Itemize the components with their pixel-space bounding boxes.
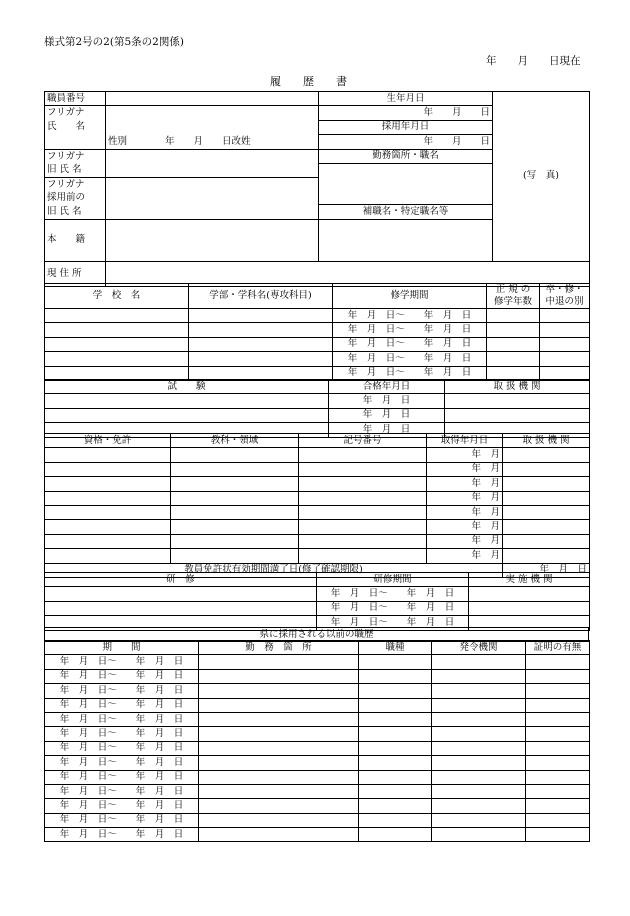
- career-proof-cell[interactable]: [526, 828, 590, 842]
- career-job-cell[interactable]: [359, 655, 432, 669]
- subject-cell[interactable]: [171, 462, 299, 476]
- school-name-cell[interactable]: [45, 309, 189, 323]
- career-issuer-cell[interactable]: [432, 756, 526, 770]
- table-row: [45, 505, 590, 519]
- career-proof-header: 証明の有無: [526, 641, 590, 655]
- furigana-pre-label: フリガナ: [45, 177, 106, 191]
- exam-agency-header: 取 扱 機 関: [445, 380, 590, 394]
- name-label: 氏 名: [45, 120, 106, 134]
- career-job-cell[interactable]: [359, 813, 432, 827]
- graduation-type-cell[interactable]: [540, 337, 590, 351]
- workplace-field[interactable]: [319, 163, 493, 204]
- study-period-cell[interactable]: 年 月 日～ 年 月 日: [333, 337, 487, 351]
- training-name-cell[interactable]: [45, 587, 317, 601]
- graduation-type-header-1: 卒・修・: [540, 284, 590, 297]
- training-table: [44, 572, 590, 631]
- license-cell[interactable]: [45, 520, 171, 534]
- license-agency-cell[interactable]: [503, 534, 590, 548]
- table-row: [45, 741, 590, 755]
- career-table: [44, 640, 590, 842]
- career-period-cell[interactable]: 年 月 日～ 年 月 日: [45, 799, 199, 813]
- career-issuer-cell[interactable]: [432, 684, 526, 698]
- acquired-date-cell[interactable]: 年 月: [427, 491, 503, 505]
- license-validity-date[interactable]: 年 月 日: [503, 563, 590, 577]
- table-row: [45, 770, 590, 784]
- study-period-header: 修学期間: [333, 284, 487, 309]
- table-row: [45, 828, 590, 842]
- birth-date-label: 生年月日: [319, 92, 493, 106]
- acquired-date-cell[interactable]: 年 月: [427, 534, 503, 548]
- license-number-cell[interactable]: [299, 477, 427, 491]
- table-row: [45, 727, 590, 741]
- school-name-cell[interactable]: [45, 337, 189, 351]
- table-row: [45, 756, 590, 770]
- career-proof-cell[interactable]: [526, 655, 590, 669]
- license-agency-header: 取 扱 機 関: [503, 434, 590, 448]
- career-workplace-cell[interactable]: [199, 813, 359, 827]
- form-number: 様式第2号の2(第5条の2関係): [44, 36, 184, 48]
- furigana-label: フリガナ: [45, 106, 106, 120]
- license-agency-cell[interactable]: [503, 491, 590, 505]
- school-name-header: 学 校 名: [45, 284, 189, 309]
- career-job-cell[interactable]: [359, 741, 432, 755]
- training-period-cell[interactable]: 年 月 日～ 年 月 日: [317, 616, 469, 630]
- career-proof-cell[interactable]: [526, 784, 590, 798]
- subject-cell[interactable]: [171, 477, 299, 491]
- career-issuer-cell[interactable]: [432, 727, 526, 741]
- license-table: [44, 433, 590, 578]
- sex-name-change[interactable]: 性別 年 月 日改姓: [106, 135, 319, 149]
- graduation-type-cell[interactable]: [540, 323, 590, 337]
- license-header: 資格・免許: [45, 434, 171, 448]
- subject-cell[interactable]: [171, 549, 299, 563]
- career-job-cell[interactable]: [359, 727, 432, 741]
- subject-cell[interactable]: [171, 534, 299, 548]
- career-period-cell[interactable]: 年 月 日～ 年 月 日: [45, 655, 199, 669]
- regular-years-cell[interactable]: [487, 352, 540, 366]
- career-period-cell[interactable]: 年 月 日～ 年 月 日: [45, 684, 199, 698]
- table-row: [45, 684, 590, 698]
- table-row: [45, 799, 590, 813]
- table-row: [45, 491, 590, 505]
- table-row: [45, 408, 590, 422]
- career-workplace-cell[interactable]: [199, 770, 359, 784]
- subject-cell[interactable]: [171, 520, 299, 534]
- career-period-header: 期 間: [45, 641, 199, 655]
- faculty-cell[interactable]: [189, 352, 333, 366]
- career-proof-cell[interactable]: [526, 727, 590, 741]
- career-period-cell[interactable]: 年 月 日～ 年 月 日: [45, 813, 199, 827]
- career-job-cell[interactable]: [359, 784, 432, 798]
- license-agency-cell[interactable]: [503, 462, 590, 476]
- career-proof-cell[interactable]: [526, 684, 590, 698]
- license-number-cell[interactable]: [299, 520, 427, 534]
- school-name-cell[interactable]: [45, 323, 189, 337]
- career-job-header: 職種: [359, 641, 432, 655]
- birth-date-value[interactable]: 年 月 日: [319, 106, 493, 120]
- table-row: [45, 698, 590, 712]
- career-title: 県に採用される以前の職歴: [45, 628, 589, 642]
- career-period-cell[interactable]: 年 月 日～ 年 月 日: [45, 770, 199, 784]
- career-workplace-cell[interactable]: [199, 655, 359, 669]
- form-title: 履 歴 書: [270, 75, 347, 88]
- career-proof-cell[interactable]: [526, 712, 590, 726]
- study-period-cell[interactable]: 年 月 日～ 年 月 日: [333, 323, 487, 337]
- address-label: 現 住 所: [45, 261, 106, 286]
- career-period-cell[interactable]: 年 月 日～ 年 月 日: [45, 784, 199, 798]
- career-proof-cell[interactable]: [526, 698, 590, 712]
- regular-years-header-1: 正 規 の: [487, 284, 540, 297]
- career-proof-cell[interactable]: [526, 669, 590, 683]
- faculty-cell[interactable]: [189, 323, 333, 337]
- career-proof-cell[interactable]: [526, 813, 590, 827]
- pass-date-header: 合格年月日: [329, 380, 445, 394]
- table-row: [45, 352, 590, 366]
- training-agency-cell[interactable]: [469, 601, 590, 615]
- graduation-type-header-2: 中退の別: [540, 296, 590, 309]
- license-number-cell[interactable]: [299, 448, 427, 462]
- old-name-label: 旧 氏 名: [45, 163, 106, 177]
- personal-info-table: [44, 91, 590, 287]
- study-period-cell[interactable]: 年 月 日～ 年 月 日: [333, 309, 487, 323]
- career-issuer-cell[interactable]: [432, 828, 526, 842]
- license-validity-label: 教員免許状有効期間満了日(修了確認期限): [45, 563, 503, 577]
- career-workplace-cell[interactable]: [199, 698, 359, 712]
- career-issuer-cell[interactable]: [432, 784, 526, 798]
- training-period-cell[interactable]: 年 月 日～ 年 月 日: [317, 601, 469, 615]
- furigana-old-label: フリガナ: [45, 149, 106, 163]
- table-row: [45, 669, 590, 683]
- career-workplace-cell[interactable]: [199, 669, 359, 683]
- license-cell[interactable]: [45, 462, 171, 476]
- exam-name-cell[interactable]: [45, 394, 329, 408]
- career-issuer-cell[interactable]: [432, 669, 526, 683]
- graduation-type-cell[interactable]: [540, 309, 590, 323]
- table-row: [45, 337, 590, 351]
- license-number-cell[interactable]: [299, 462, 427, 476]
- career-workplace-header: 勤 務 箇 所: [199, 641, 359, 655]
- career-workplace-cell[interactable]: [199, 756, 359, 770]
- table-row: [45, 601, 590, 615]
- career-workplace-cell[interactable]: [199, 799, 359, 813]
- career-issuer-cell[interactable]: [432, 813, 526, 827]
- aux-post-field[interactable]: [319, 219, 493, 261]
- training-header: 研 修: [45, 573, 317, 587]
- license-cell[interactable]: [45, 448, 171, 462]
- career-workplace-cell[interactable]: [199, 712, 359, 726]
- table-row: [45, 477, 590, 491]
- table-row: [45, 712, 590, 726]
- faculty-cell[interactable]: [189, 337, 333, 351]
- license-cell[interactable]: [45, 477, 171, 491]
- license-agency-cell[interactable]: [503, 448, 590, 462]
- table-row: [45, 655, 590, 669]
- school-name-cell[interactable]: [45, 352, 189, 366]
- license-number-header: 記号番号: [299, 434, 427, 448]
- domicile-label: 本 籍: [45, 219, 106, 261]
- subject-cell[interactable]: [171, 505, 299, 519]
- career-job-cell[interactable]: [359, 698, 432, 712]
- exam-header: 試 験: [45, 380, 329, 394]
- acquired-date-cell[interactable]: 年 月: [427, 520, 503, 534]
- license-number-cell[interactable]: [299, 549, 427, 563]
- acquired-date-cell[interactable]: 年 月: [427, 477, 503, 491]
- license-number-cell[interactable]: [299, 505, 427, 519]
- exam-agency-cell[interactable]: [445, 408, 590, 422]
- career-job-cell[interactable]: [359, 828, 432, 842]
- hire-date-value[interactable]: 年 月 日: [319, 135, 493, 149]
- photo-box: [493, 92, 590, 262]
- as-of-date: 年 月 日現在: [486, 55, 581, 67]
- faculty-cell[interactable]: [189, 309, 333, 323]
- license-cell[interactable]: [45, 505, 171, 519]
- career-period-cell[interactable]: 年 月 日～ 年 月 日: [45, 828, 199, 842]
- license-agency-cell[interactable]: [503, 520, 590, 534]
- license-number-cell[interactable]: [299, 534, 427, 548]
- table-row: [45, 323, 590, 337]
- table-row: [45, 462, 590, 476]
- acquired-date-cell[interactable]: 年 月: [427, 505, 503, 519]
- regular-years-cell[interactable]: [487, 309, 540, 323]
- study-period-cell[interactable]: 年 月 日～ 年 月 日: [333, 352, 487, 366]
- table-row: [45, 309, 590, 323]
- pass-date-cell[interactable]: 年 月 日: [329, 394, 445, 408]
- career-issuer-cell[interactable]: [432, 741, 526, 755]
- career-job-cell[interactable]: [359, 712, 432, 726]
- career-workplace-cell[interactable]: [199, 828, 359, 842]
- license-cell[interactable]: [45, 491, 171, 505]
- furigana-field[interactable]: [106, 106, 319, 120]
- career-workplace-cell[interactable]: [199, 684, 359, 698]
- acquired-date-cell[interactable]: 年 月: [427, 448, 503, 462]
- subject-cell[interactable]: [171, 448, 299, 462]
- career-proof-cell[interactable]: [526, 770, 590, 784]
- career-period-cell[interactable]: 年 月 日～ 年 月 日: [45, 756, 199, 770]
- name-field[interactable]: [106, 120, 319, 134]
- table-row: [45, 534, 590, 548]
- workplace-label: 勤務箇所・職名: [319, 149, 493, 163]
- career-period-cell[interactable]: 年 月 日～ 年 月 日: [45, 741, 199, 755]
- exam-name-cell[interactable]: [45, 408, 329, 422]
- hire-date-label: 採用年月日: [319, 120, 493, 134]
- career-period-cell[interactable]: 年 月 日～ 年 月 日: [45, 698, 199, 712]
- career-issuer-header: 発令機関: [432, 641, 526, 655]
- career-issuer-cell[interactable]: [432, 712, 526, 726]
- career-job-cell[interactable]: [359, 756, 432, 770]
- acquired-date-cell[interactable]: 年 月: [427, 549, 503, 563]
- career-proof-cell[interactable]: [526, 756, 590, 770]
- career-job-cell[interactable]: [359, 684, 432, 698]
- exam-agency-cell[interactable]: [445, 394, 590, 408]
- table-row: [45, 784, 590, 798]
- table-row: [45, 813, 590, 827]
- license-agency-cell[interactable]: [503, 477, 590, 491]
- study-period-cell[interactable]: 年 月 日～ 年 月 日: [333, 366, 487, 380]
- career-period-cell[interactable]: 年 月 日～ 年 月 日: [45, 712, 199, 726]
- career-proof-cell[interactable]: [526, 799, 590, 813]
- pre-name-label-2: 旧 氏 名: [45, 205, 106, 219]
- career-issuer-cell[interactable]: [432, 799, 526, 813]
- training-period-header: 研修期間: [317, 573, 469, 587]
- old-name-field[interactable]: [106, 163, 319, 177]
- regular-years-cell[interactable]: [487, 323, 540, 337]
- career-issuer-cell[interactable]: [432, 655, 526, 669]
- career-job-cell[interactable]: [359, 799, 432, 813]
- pass-date-cell[interactable]: 年 月 日: [329, 408, 445, 422]
- graduation-type-cell[interactable]: [540, 352, 590, 366]
- subject-header: 教科・領域: [171, 434, 299, 448]
- pre-name-label-1: 採用前の: [45, 191, 106, 204]
- career-workplace-cell[interactable]: [199, 727, 359, 741]
- staff-no-field[interactable]: [106, 92, 319, 106]
- regular-years-header-2: 修学年数: [487, 296, 540, 309]
- aux-post-label: 補職名・特定職名等: [319, 205, 493, 219]
- subject-cell[interactable]: [171, 491, 299, 505]
- training-name-cell[interactable]: [45, 601, 317, 615]
- table-row: [45, 448, 590, 462]
- exam-table: [44, 379, 590, 438]
- career-job-cell[interactable]: [359, 770, 432, 784]
- career-period-cell[interactable]: 年 月 日～ 年 月 日: [45, 669, 199, 683]
- license-cell[interactable]: [45, 549, 171, 563]
- training-agency-header: 実 施 機 関: [469, 573, 590, 587]
- license-cell[interactable]: [45, 534, 171, 548]
- faculty-header: 学部・学科名(専攻科目): [189, 284, 333, 309]
- pass-date-cell[interactable]: 年 月 日: [329, 423, 445, 437]
- domicile-field[interactable]: [106, 219, 319, 261]
- license-agency-cell[interactable]: [503, 549, 590, 563]
- education-table: [44, 283, 590, 381]
- pre-hire-name-field[interactable]: [106, 177, 319, 219]
- career-workplace-cell[interactable]: [199, 741, 359, 755]
- career-proof-cell[interactable]: [526, 741, 590, 755]
- staff-no-label: 職員番号: [45, 92, 106, 106]
- career-period-cell[interactable]: 年 月 日～ 年 月 日: [45, 727, 199, 741]
- training-agency-cell[interactable]: [469, 587, 590, 601]
- career-issuer-cell[interactable]: [432, 770, 526, 784]
- acquired-date-header: 取得年月日: [427, 434, 503, 448]
- career-issuer-cell[interactable]: [432, 698, 526, 712]
- license-agency-cell[interactable]: [503, 505, 590, 519]
- table-row: [45, 549, 590, 563]
- license-number-cell[interactable]: [299, 491, 427, 505]
- table-row: [45, 520, 590, 534]
- table-row: [45, 587, 590, 601]
- training-period-cell[interactable]: 年 月 日～ 年 月 日: [317, 587, 469, 601]
- old-name-furigana-field[interactable]: [106, 149, 319, 163]
- career-workplace-cell[interactable]: [199, 784, 359, 798]
- acquired-date-cell[interactable]: 年 月: [427, 462, 503, 476]
- table-row: [45, 394, 590, 408]
- regular-years-cell[interactable]: [487, 337, 540, 351]
- career-job-cell[interactable]: [359, 669, 432, 683]
- photo-label: (写 真): [523, 170, 559, 182]
